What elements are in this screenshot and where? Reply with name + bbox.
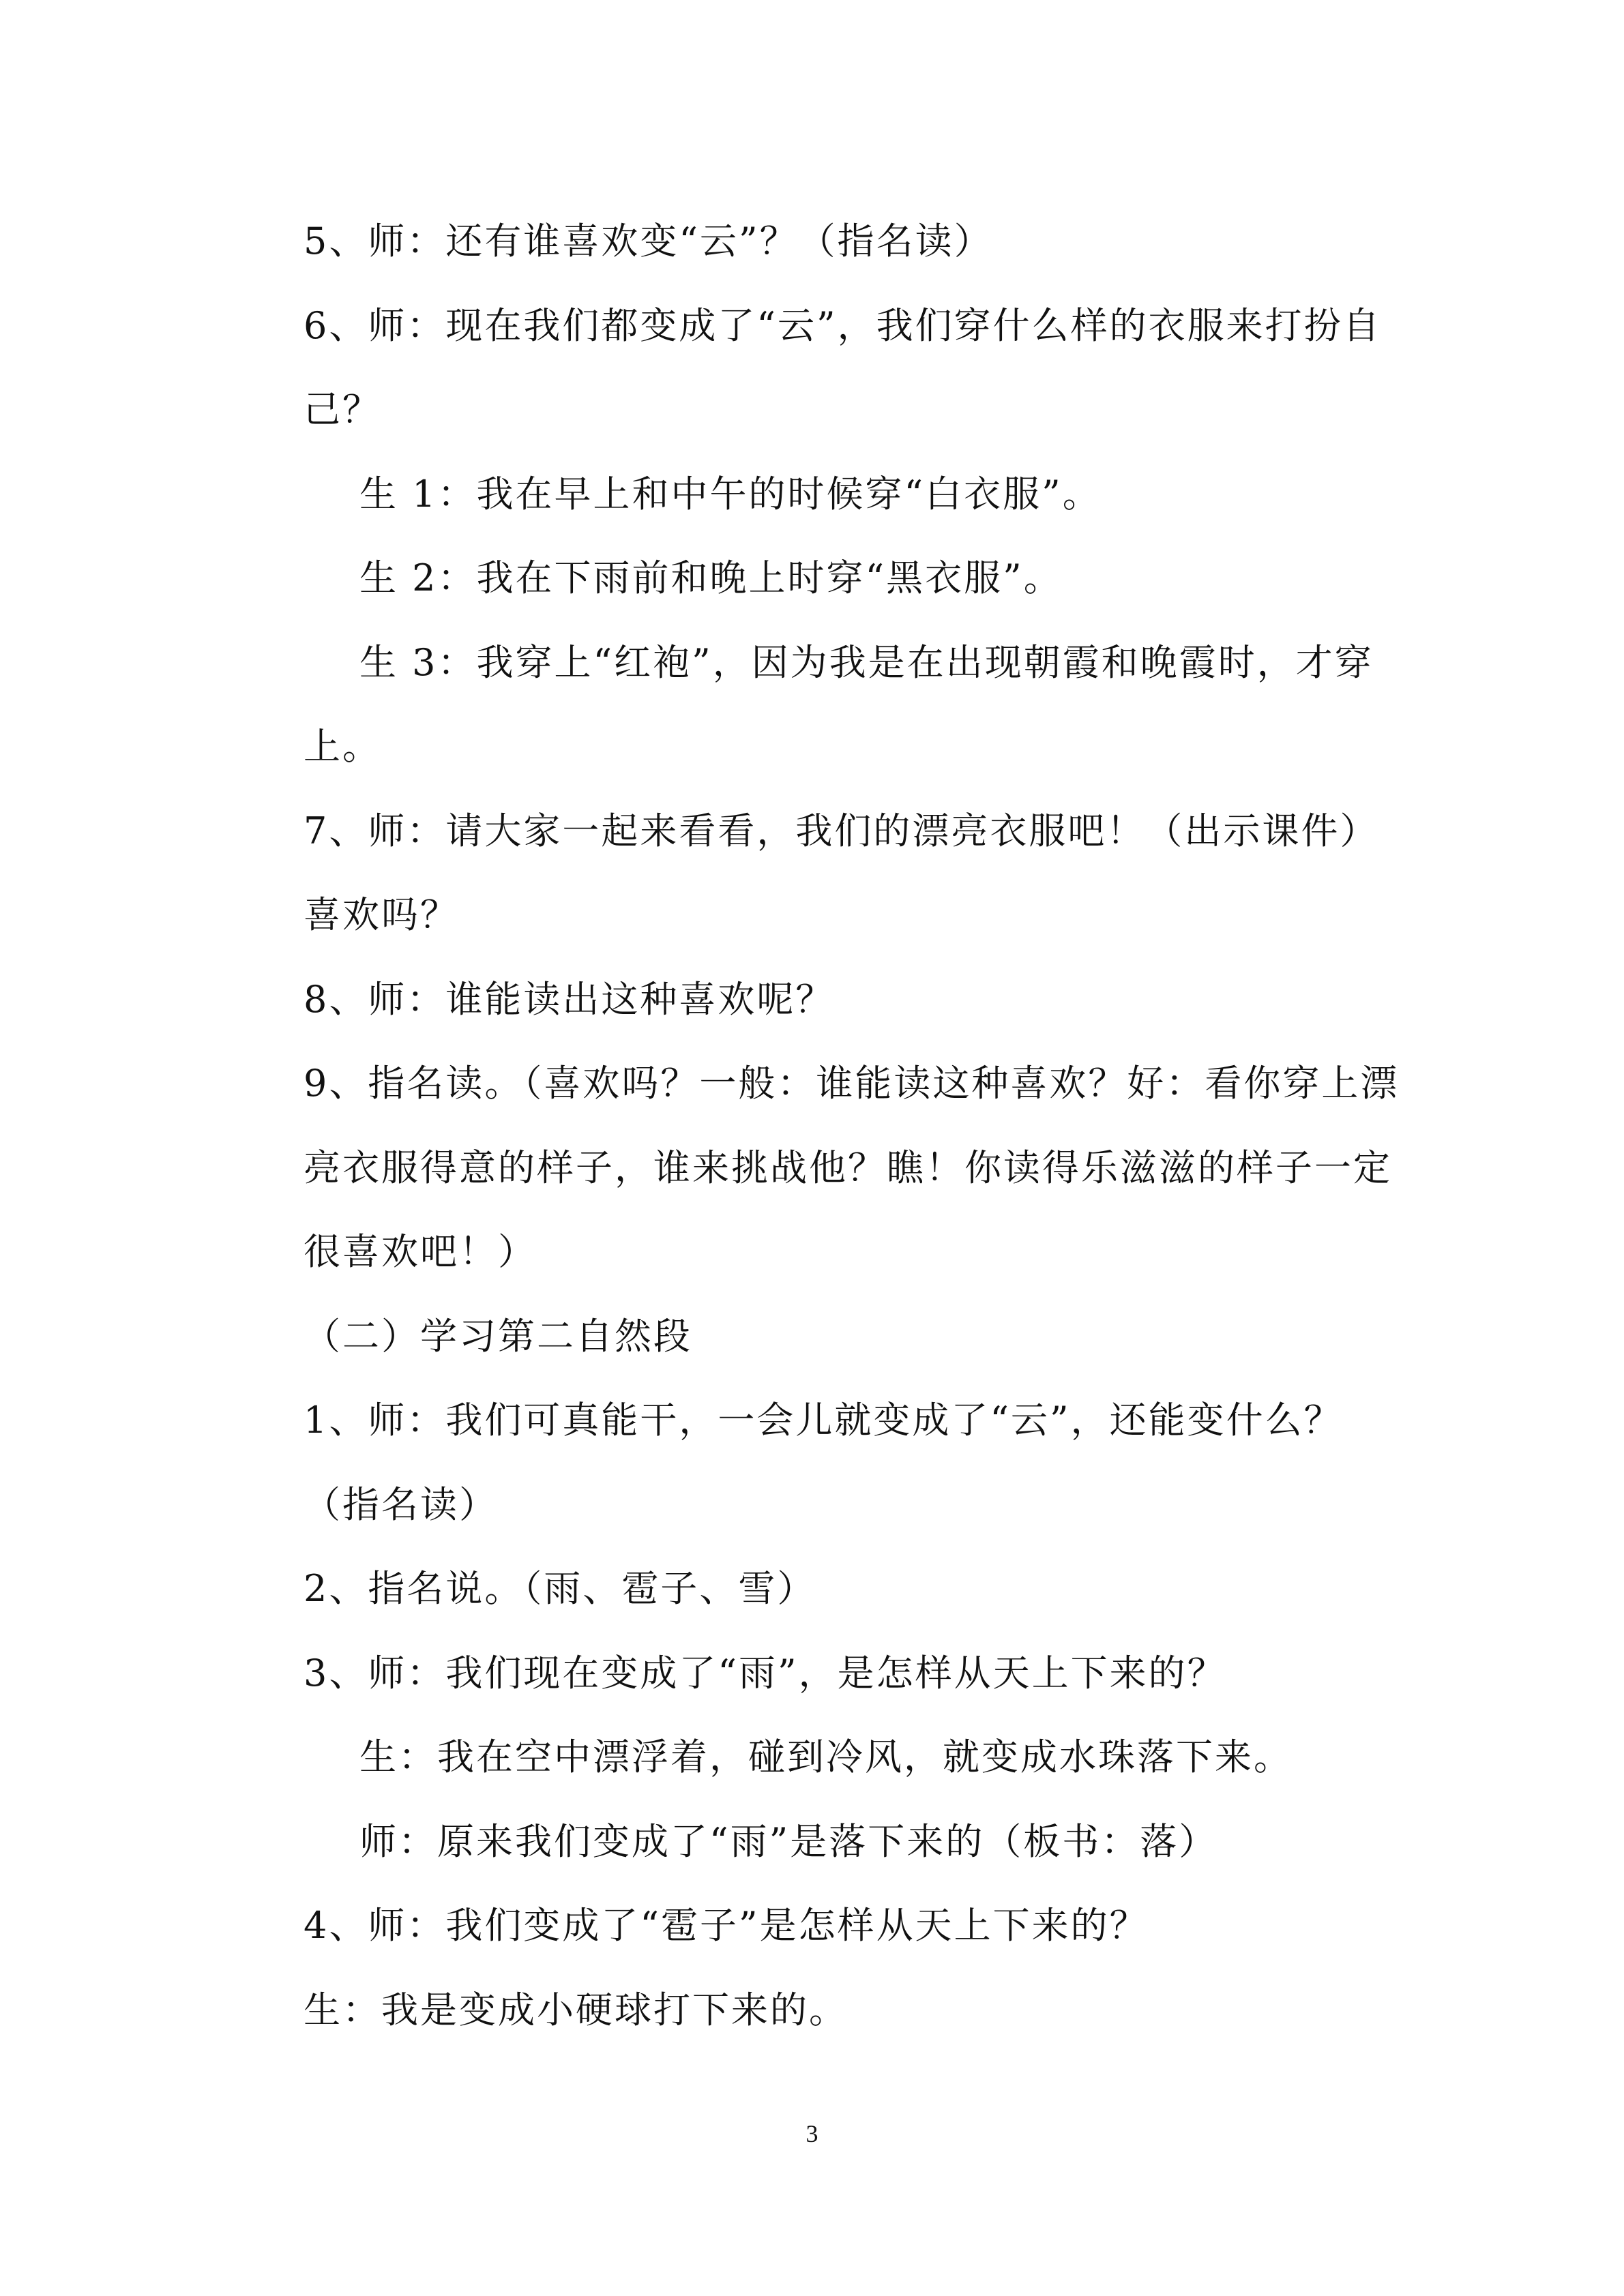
text-line: 4、师：我们变成了“雹子”是怎样从天上下来的？ (304, 1904, 1149, 1947)
text-line: 生 3：我穿上“红袍”，因为我是在出现朝霞和晚霞时，才穿 (359, 640, 1374, 684)
text-line: 3、师：我们现在变成了“雨”，是怎样从天上下来的？ (304, 1651, 1226, 1695)
text-line: 喜欢吗？ (304, 893, 459, 936)
text-body (304, 199, 1400, 2052)
text-line: 5、师：还有谁喜欢变“云”？（指名读） (304, 220, 993, 263)
text-line: 7、师：请大家一起来看看，我们的漂亮衣服吧！（出示课件） (304, 809, 1379, 852)
text-line: 很喜欢吧！） (304, 1230, 537, 1273)
text-line: （指名读） (304, 1482, 498, 1526)
text-line: 生 2：我在下雨前和晚上时穿“黑衣服”。 (359, 556, 1063, 599)
text-line: 生：我是变成小硬球打下来的。 (304, 1988, 848, 2031)
text-line: 生：我在空中漂浮着，碰到冷风，就变成水珠落下来。 (359, 1735, 1293, 1778)
text-line: 生 1：我在早上和中午的时候穿“白衣服”。 (359, 472, 1102, 516)
text-line: 8、师：谁能读出这种喜欢呢？ (304, 977, 835, 1021)
text-line: 2、指名说。（雨、雹子、雪） (304, 1567, 816, 1610)
text-line: 1、师：我们可真能干，一会儿就变成了“云”，还能变什么？ (304, 1399, 1343, 1442)
text-line: 己？ (304, 388, 381, 431)
text-line: 9、指名读。（喜欢吗？一般：谁能读这种喜欢？好：看你穿上漂 (304, 1062, 1400, 1105)
text-line: 师：原来我们变成了“雨”是落下来的（板书：落） (359, 1819, 1218, 1863)
text-line: 亮衣服得意的样子，谁来挑战他？瞧！你读得乐滋滋的样子一定 (304, 1146, 1392, 1189)
text-line: 6、师：现在我们都变成了“云”，我们穿什么样的衣服来打扮自 (304, 303, 1382, 347)
text-line: 上。 (304, 725, 381, 768)
section-heading: （二）学习第二自然段 (304, 1314, 692, 1358)
page-number: 3 (806, 2120, 818, 2147)
